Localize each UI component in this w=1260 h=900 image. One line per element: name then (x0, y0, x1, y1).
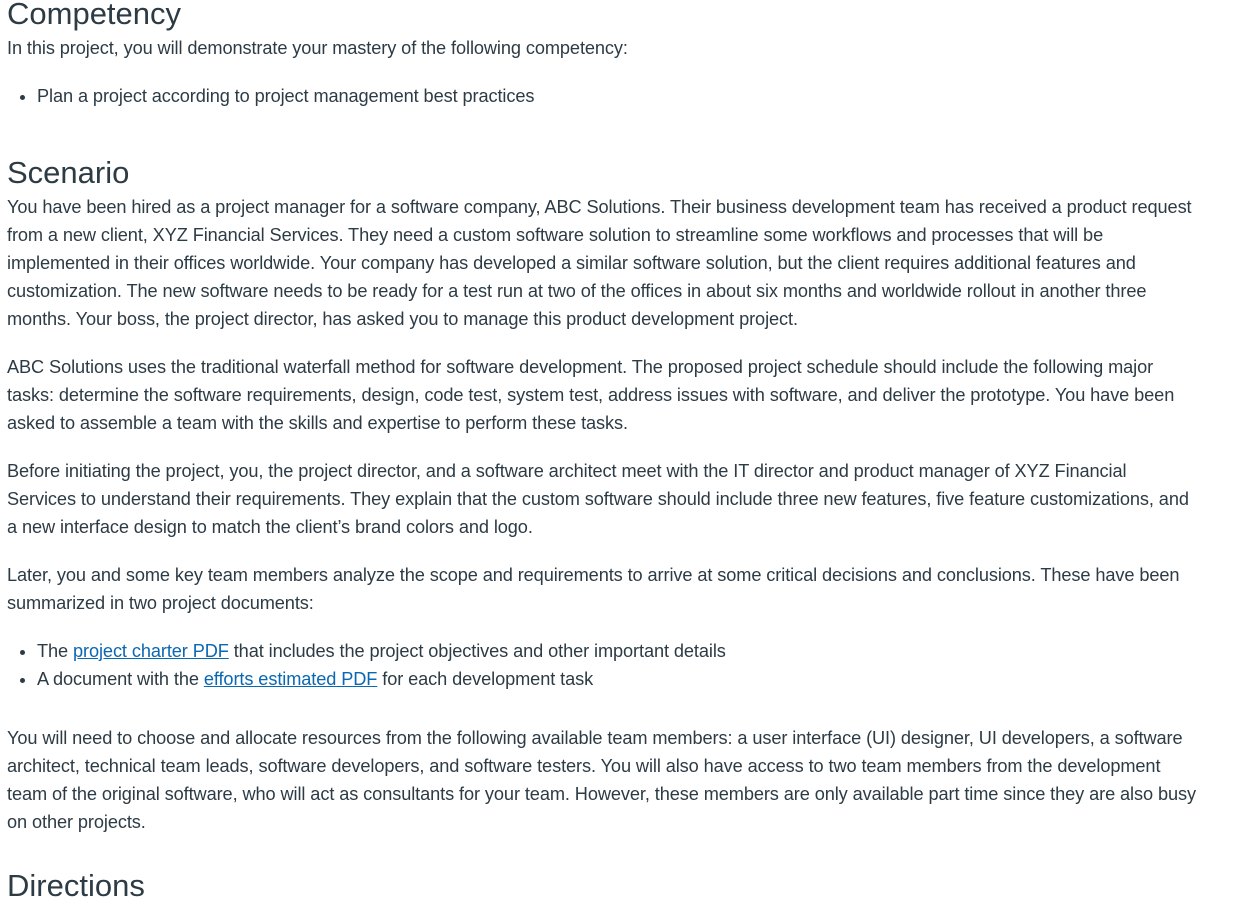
competency-heading: Competency (7, 0, 182, 31)
doc1-text-after: that includes the project objectives and other important details (228, 641, 726, 661)
scenario-paragraph-2: ABC Solutions uses the traditional waterfall method for software development. The proposed project schedule should include the following major tasks: determine the software requirements, design, code test, system test, address issues with software, and deliver the prototype. You have been asked to assemble a team with the skills and expertise to perform these tasks. (7, 357, 1175, 433)
doc1-text-before: The (37, 641, 73, 661)
scenario-paragraph-1: You have been hired as a project manager for a software company, ABC Solutions. Their business development team has received a product request from a new client, XYZ Financial Services. They need a custom software solution to streamline some workflows and processes that will be implemented in their offices worldwide. Your company has developed a similar software solution, but the client requires additional features and customization. The new software needs to be ready for a test run at two of the offices in about six months and worldwide rollout in another three months. Your boss, the project director, has asked you to manage this product development project. (7, 197, 1192, 329)
competency-intro: In this project, you will demonstrate your mastery of the following competency: (7, 38, 628, 58)
project-charter-pdf-link[interactable]: project charter PDF (73, 641, 229, 661)
efforts-estimated-pdf-link[interactable]: efforts estimated PDF (203, 669, 378, 689)
scenario-paragraph-3: Before initiating the project, you, the project director, and a software architect meet with the IT director and product manager of XYZ Financial Services to understand their requirements. They explain that the custom software should include three new features, five feature customizations, and a new interface design to match the client’s brand colors and logo. (7, 461, 1189, 537)
scenario-paragraph-5: You will need to choose and allocate resources from the following available team members: a user interface (UI) designer, UI developers, a software architect, technical team leads, software developers, and software testers. You will also have access to two team members from the development team of the original software, who will act as consultants for your team. However, these members are only available part time since they are also busy on other projects. (7, 728, 1196, 832)
scenario-heading: Scenario (7, 155, 130, 190)
documents-list (7, 637, 1197, 693)
competency-list (7, 82, 1197, 110)
directions-heading: Directions (7, 868, 145, 900)
scenario-paragraph-4: Later, you and some key team members analyze the scope and requirements to arrive at some critical decisions and conclusions. These have been summarized in two project documents: (7, 565, 1180, 613)
competency-item: • Plan a project according to project management best practices (37, 82, 1197, 110)
list-item-project-charter (37, 637, 1197, 665)
list-item-efforts-estimated (37, 665, 1197, 693)
doc2-text-before: A document with the (37, 669, 204, 689)
content-area (7, 0, 1197, 900)
doc2-text-after: for each development task (377, 669, 594, 689)
